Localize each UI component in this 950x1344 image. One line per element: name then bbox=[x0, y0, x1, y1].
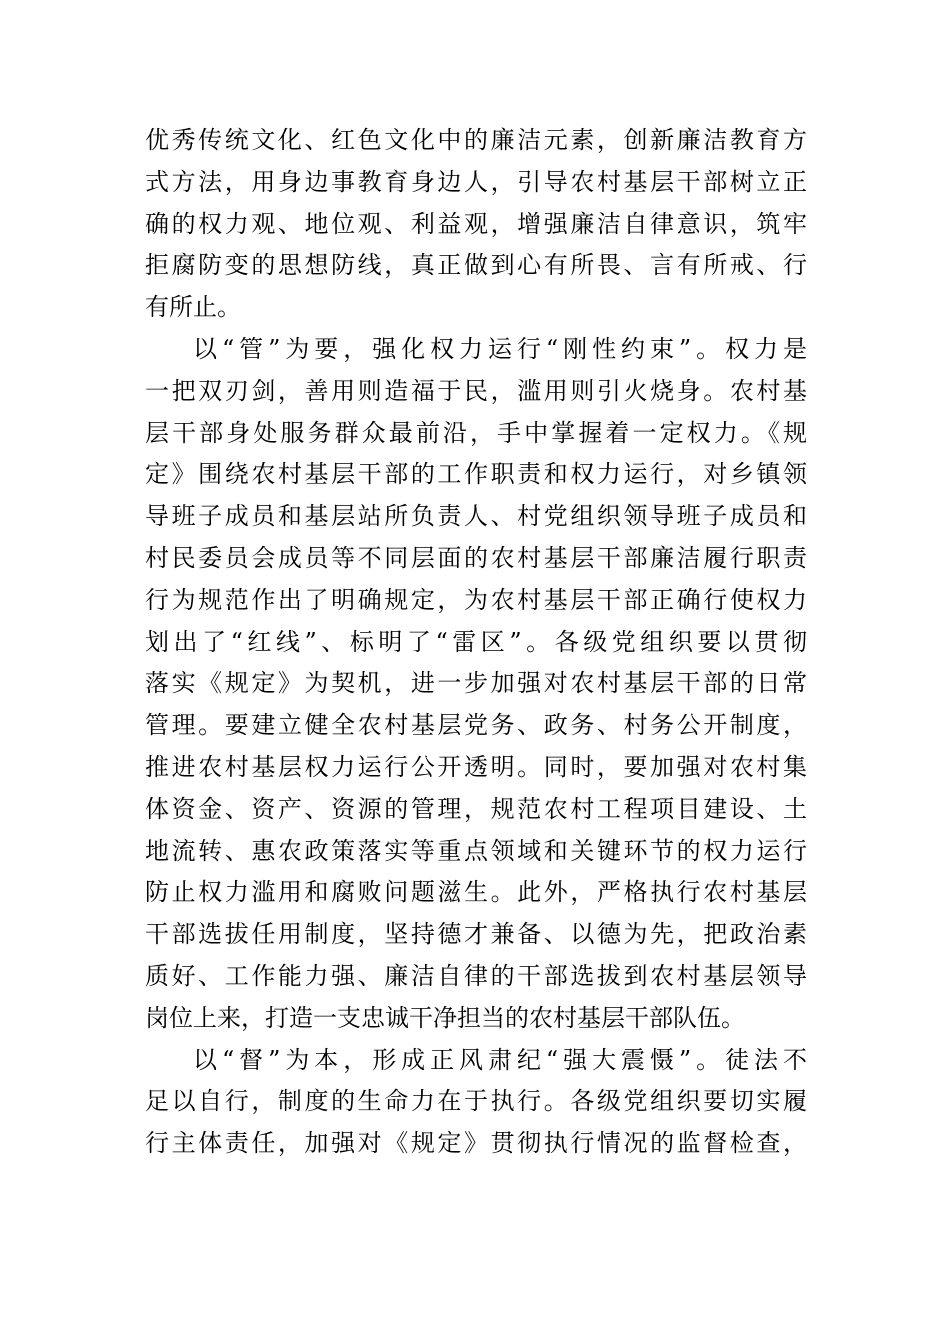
body-text bbox=[145, 120, 807, 1165]
text-line: 岗位上来，打造一支忠诚干净担当的农村基层干部队伍。 bbox=[145, 1003, 745, 1032]
text-line: 式方法，用身边事教育身边人，引导农村基层干部树立正 bbox=[145, 167, 807, 196]
text-line: 确的权力观、地位观、利益观，增强廉洁自律意识，筑牢 bbox=[145, 209, 807, 238]
text-line: 行主体责任，加强对《规定》贯彻执行情况的监督检查， bbox=[145, 1129, 807, 1158]
text-line: 划出了“红线”、标明了“雷区”。各级党组织要以贯彻 bbox=[145, 627, 807, 656]
text-line: 行为规范作出了明确规定，为农村基层干部正确行使权力 bbox=[145, 585, 807, 614]
text-line: 一把双刃剑，善用则造福于民，滥用则引火烧身。农村基 bbox=[145, 376, 807, 405]
text-line: 以“督”为本，形成正风肃纪“强大震慑”。徒法不 bbox=[193, 1045, 807, 1074]
text-line: 质好、工作能力强、廉洁自律的干部选拔到农村基层领导 bbox=[145, 961, 807, 990]
text-line: 干部选拔任用制度，坚持德才兼备、以德为先，把政治素 bbox=[145, 920, 807, 949]
paragraph-3 bbox=[145, 1040, 807, 1165]
text-line: 管理。要建立健全农村基层党务、政务、村务公开制度， bbox=[145, 711, 807, 740]
text-line: 定》围绕农村基层干部的工作职责和权力运行，对乡镇领 bbox=[145, 460, 807, 489]
text-line: 推进农村基层权力运行公开透明。同时，要加强对农村集 bbox=[145, 752, 807, 781]
text-line: 体资金、资产、资源的管理，规范农村工程项目建设、土 bbox=[145, 794, 807, 823]
text-line: 优秀传统文化、红色文化中的廉洁元素，创新廉洁教育方 bbox=[145, 126, 807, 154]
text-line: 层干部身处服务群众最前沿，手中掌握着一定权力。《规 bbox=[145, 418, 807, 447]
paragraph-2 bbox=[145, 329, 807, 1040]
text-line: 以“管”为要，强化权力运行“刚性约束”。权力是 bbox=[193, 334, 807, 363]
text-line: 村民委员会成员等不同层面的农村基层干部廉洁履行职责 bbox=[145, 543, 807, 572]
text-line: 有所止。 bbox=[145, 293, 241, 322]
text-line: 落实《规定》为契机，进一步加强对农村基层干部的日常 bbox=[145, 669, 807, 698]
text-line: 足以自行，制度的生命力在于执行。各级党组织要切实履 bbox=[145, 1087, 807, 1116]
text-line: 地流转、惠农政策落实等重点领域和关键环节的权力运行 bbox=[145, 836, 807, 865]
text-line: 防止权力滥用和腐败问题滋生。此外，严格执行农村基层 bbox=[145, 878, 807, 907]
paragraph-1 bbox=[145, 120, 807, 329]
text-line: 拒腐防变的思想防线，真正做到心有所畏、言有所戒、行 bbox=[145, 251, 807, 280]
text-line: 导班子成员和基层站所负责人、村党组织领导班子成员和 bbox=[145, 502, 807, 531]
